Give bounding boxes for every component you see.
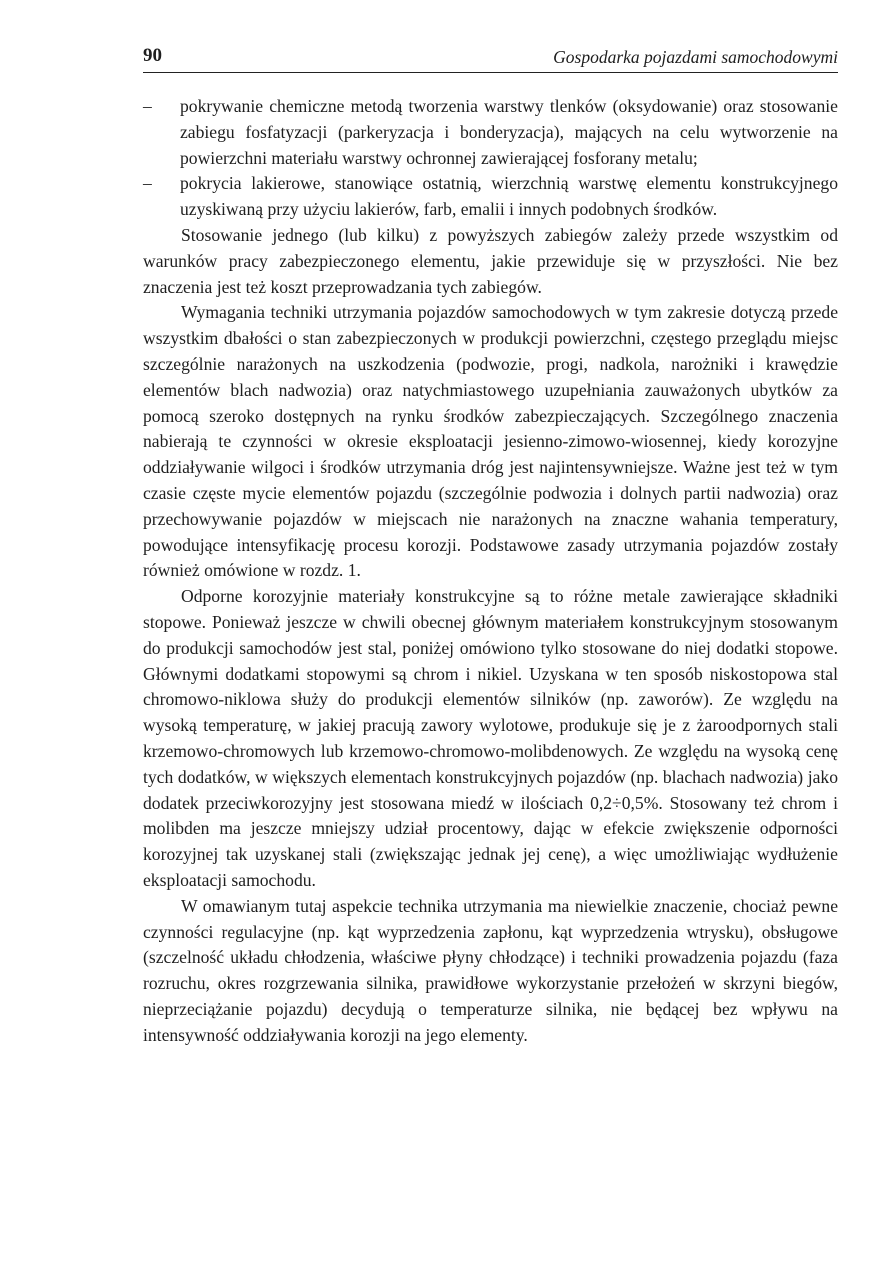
page-header: [143, 44, 838, 73]
bullet-list: [143, 94, 838, 223]
paragraph: Stosowanie jednego (lub kilku) z powyższych zabiegów zależy przede wszystkim od warunków pracy zabezpieczonego elementu, jakie przewiduje się w przyszłości. Nie bez znaczenia jest też koszt przeprowadzania tych zabiegów.: [143, 224, 838, 297]
paragraph: W omawianym tutaj aspekcie technika utrzymania ma niewielkie znaczenie, chociaż pewne czynności regulacyjne (np. kąt wyprzedzenia zapłonu, kąt wyprzedzenia wtrysku), obsługowe (szczelność układu chłodzenia, właściwe płyny chłodzące) i techniki prowadzenia pojazdu (faza rozruchu, okres rozgrzewania silnika, prawidłowe wykorzystanie przełożeń w skrzyni biegów, nieprzeciążanie pojazdu) decydują o temperaturze silnika, nie będącej bez wpływu na intensywność oddziaływania korozji na jego elementy.: [143, 895, 838, 1045]
bullet-item: [143, 94, 838, 171]
bullet-text: pokrywanie chemiczne metodą tworzenia warstwy tlenków (oksydowanie) oraz stosowanie zabiegu fosfatyzacji (parkeryzacja i bonderyzacja), mających na celu wytworzenie na powierzchni materiału warstwy ochronnej zawierającej fosforany metalu;: [180, 96, 838, 168]
bullet-text: pokrycia lakierowe, stanowiące ostatnią, wierzchnią warstwę elementu konstrukcyjnego uzyskiwaną przy użyciu lakierów, farb, emalii i innych podobnych środków.: [180, 173, 838, 220]
paragraph: Wymagania techniki utrzymania pojazdów samochodowych w tym zakresie dotyczą przede wszystkim dbałości o stan zabezpieczonych w produkcji powierzchni, częstego przeglądu miejsc szczególnie narażonych na uszkodzenia (podwozie, progi, nadkola, narożniki i krawędzie elementów blach nadwozia) oraz natychmiastowego uzupełniania zauważonych ubytków za pomocą szeroko dostępnych na rynku środków zabezpieczających. Szczególnego znaczenia nabierają te czynności w okresie eksploatacji jesienno-zimowo-wiosennej, kiedy korozyjne oddziaływanie wilgoci i środków utrzymania dróg jest najintensywniejsze. Ważne jest też w tym czasie częste mycie elementów pojazdu (szczególnie podwozia i dolnych partii nadwozia) oraz przechowywanie pojazdów w miejscach nie narażonych na znaczne wahania temperatury, powodujące intensyfikację procesu korozji. Podstawowe zasady utrzymania pojazdów zostały również omówione w rozdz. 1.: [143, 302, 838, 581]
bullet-marker: –: [143, 173, 152, 194]
paragraph: Odporne korozyjnie materiały konstrukcyjne są to różne metale zawierające składniki stopowe. Ponieważ jeszcze w chwili obecnej głównym materiałem konstrukcyjnym stosowanym do produkcji samochodów jest stal, poniżej omówiono tylko stosowane do niej dodatki stopowe. Głównymi dodatkami stopowymi są chrom i nikiel. Uzyskana w ten sposób niskostopowa stal chromowo-niklowa służy do produkcji elementów silników (np. zaworów). Ze względu na wysoką temperaturę, w jakiej pracują zawory wylotowe, produkuje się je z żaroodpornych stali krzemowo-chromowych lub krzemowo-chromowo-molibdenowych. Ze względu na wysoką cenę tych dodatków, w większych elementach konstrukcyjnych pojazdów (np. blachach nadwozia) jako dodatek przeciwkorozyjny jest stosowana miedź w ilościach 0,2÷0,5%. Stosowany też chrom i molibden ma jeszcze mniejszy udział procentowy, dając w efekcie zwiększenie odporności korozyjnej tak uzyskanej stali (zwiększając jednak jej cenę), a więc umożliwiając wydłużenie eksploatacji samochodu.: [143, 586, 838, 890]
bullet-marker: –: [143, 96, 152, 116]
page-number: 90: [143, 45, 162, 66]
running-title: Gospodarka pojazdami samochodowymi: [553, 47, 838, 67]
bullet-item: [143, 171, 838, 223]
body-text: [143, 94, 838, 1048]
